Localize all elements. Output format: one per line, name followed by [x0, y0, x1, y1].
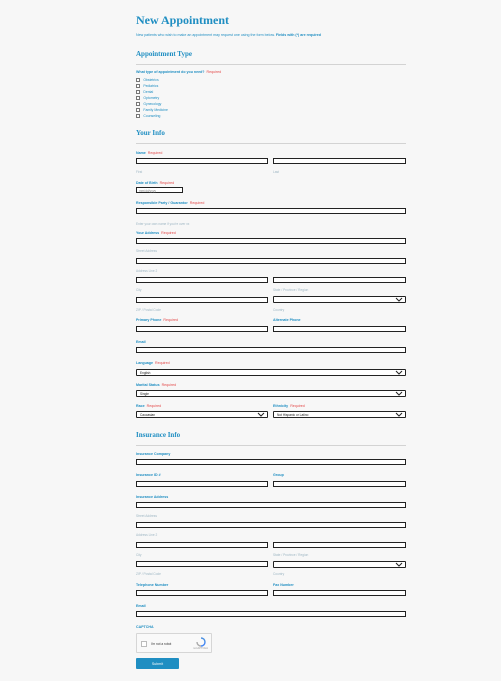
captcha-label: CAPTCHA: [136, 625, 154, 629]
chevron-down-icon: [395, 391, 403, 396]
primary-phone-label: Primary Phone Required: [136, 318, 178, 322]
checkbox[interactable]: [136, 90, 140, 94]
recaptcha-brand: reCAPTCHA: [193, 647, 208, 650]
appointment-option[interactable]: Gynecology: [136, 102, 161, 106]
insurance-city-sublabel: City: [136, 553, 142, 557]
city-input[interactable]: [136, 277, 268, 283]
recaptcha-logo-icon: [196, 637, 206, 647]
email-input[interactable]: [136, 347, 406, 353]
first-name-input[interactable]: [136, 158, 268, 164]
marital-status-select[interactable]: [136, 390, 406, 397]
alternate-phone-label: Alternate Phone: [273, 318, 301, 322]
chevron-down-icon: [257, 412, 265, 417]
checkbox[interactable]: [136, 108, 140, 112]
state-input[interactable]: [273, 277, 406, 283]
country-select[interactable]: [273, 296, 406, 303]
page-title: New Appointment: [136, 13, 230, 27]
state-sublabel: State / Province / Region: [273, 288, 309, 292]
insurance-zip-input[interactable]: [136, 561, 268, 567]
address-line2-sublabel: Address Line 2: [136, 269, 158, 273]
insurance-street-input[interactable]: [136, 502, 406, 508]
dob-placeholder: mm/dd/yyyy: [139, 188, 157, 193]
appointment-type-label: What type of appointment do you need? Required: [136, 70, 222, 74]
appointment-option[interactable]: Obstetrics: [136, 78, 159, 82]
submit-button[interactable]: Submit: [136, 658, 179, 669]
country-sublabel: Country: [273, 308, 285, 312]
chevron-down-icon: [395, 412, 403, 417]
chevron-down-icon: [395, 297, 403, 302]
group-input[interactable]: [273, 481, 406, 487]
city-sublabel: City: [136, 288, 142, 292]
alternate-phone-input[interactable]: [273, 326, 406, 332]
responsible-party-label: Responsible Party / Guarantor Required: [136, 201, 205, 205]
dob-label: Date of Birth Required: [136, 181, 175, 185]
name-label: Name Required: [136, 151, 163, 155]
race-label: Race Required: [136, 404, 162, 408]
fax-label: Fax Number: [273, 583, 294, 587]
checkbox[interactable]: [136, 78, 140, 82]
insurance-country-select[interactable]: [273, 561, 406, 568]
last-name-sublabel: Last: [273, 170, 280, 174]
group-label: Group: [273, 473, 284, 477]
intro-text: New patients who wish to make an appointment may request one using the form below. Fields with (*) are required: [136, 33, 321, 37]
language-select[interactable]: [136, 369, 406, 376]
ethnicity-value: Not Hispanic or Latino: [277, 413, 309, 417]
divider: [136, 445, 406, 446]
telephone-input[interactable]: [136, 590, 268, 596]
marital-status-label: Marital Status Required: [136, 383, 177, 387]
last-name-input[interactable]: [273, 158, 406, 164]
zip-sublabel: ZIP / Postal Code: [136, 308, 161, 312]
language-value: English: [140, 371, 151, 375]
insurance-address-label: Insurance Address: [136, 495, 169, 499]
insurance-street-sublabel: Street Address: [136, 514, 157, 518]
primary-phone-input[interactable]: [136, 326, 268, 332]
appointment-option[interactable]: Dental: [136, 90, 153, 94]
recaptcha-checkbox[interactable]: [141, 641, 147, 647]
insurance-line2-input[interactable]: [136, 522, 406, 528]
divider: [136, 64, 406, 65]
first-name-sublabel: First: [136, 170, 143, 174]
chevron-down-icon: [395, 562, 403, 567]
insurance-state-input[interactable]: [273, 542, 406, 548]
checkbox[interactable]: [136, 102, 140, 106]
section-title-your-info: Your Info: [136, 129, 165, 137]
your-address-label: Your Address Required: [136, 231, 176, 235]
appointment-option[interactable]: Family Medicine: [136, 108, 168, 112]
marital-status-value: Single: [140, 392, 149, 396]
responsible-party-hint: Enter your own name if you're over xx: [136, 222, 190, 226]
recaptcha-text: I'm not a robot: [151, 642, 172, 646]
appointment-option[interactable]: Counseling: [136, 114, 160, 118]
divider: [136, 143, 406, 144]
checkbox[interactable]: [136, 96, 140, 100]
ethnicity-label: Ethnicity Required: [273, 404, 305, 408]
responsible-party-input[interactable]: [136, 208, 406, 214]
telephone-label: Telephone Number: [136, 583, 169, 587]
checkbox[interactable]: [136, 114, 140, 118]
section-title-insurance: Insurance Info: [136, 431, 181, 439]
insurance-city-input[interactable]: [136, 542, 268, 548]
language-label: Language Required: [136, 361, 170, 365]
insurance-country-sublabel: Country: [273, 572, 285, 576]
street-address-input[interactable]: [136, 238, 406, 244]
email-label: Email: [136, 340, 146, 344]
address-line2-input[interactable]: [136, 258, 406, 264]
insurance-id-label: Insurance ID #: [136, 473, 161, 477]
insurance-company-input[interactable]: [136, 459, 406, 465]
insurance-company-label: Insurance Company: [136, 452, 171, 456]
recaptcha-widget[interactable]: [136, 633, 212, 653]
insurance-line2-sublabel: Address Line 2: [136, 533, 158, 537]
section-title-appointment: Appointment Type: [136, 50, 192, 58]
chevron-down-icon: [395, 370, 403, 375]
zip-input[interactable]: [136, 297, 268, 303]
ethnicity-select[interactable]: [273, 411, 406, 418]
fax-input[interactable]: [273, 590, 406, 596]
insurance-email-input[interactable]: [136, 611, 406, 617]
street-address-sublabel: Street Address: [136, 249, 157, 253]
insurance-email-label: Email: [136, 604, 146, 608]
insurance-id-input[interactable]: [136, 481, 268, 487]
checkbox[interactable]: [136, 84, 140, 88]
race-value: Caucasian: [140, 413, 156, 417]
appointment-option[interactable]: Optometry: [136, 96, 159, 100]
insurance-state-sublabel: State / Province / Region: [273, 553, 309, 557]
appointment-option[interactable]: Pediatrics: [136, 84, 158, 88]
dob-input[interactable]: [136, 187, 183, 193]
insurance-zip-sublabel: ZIP / Postal Code: [136, 572, 161, 576]
race-select[interactable]: [136, 411, 268, 418]
